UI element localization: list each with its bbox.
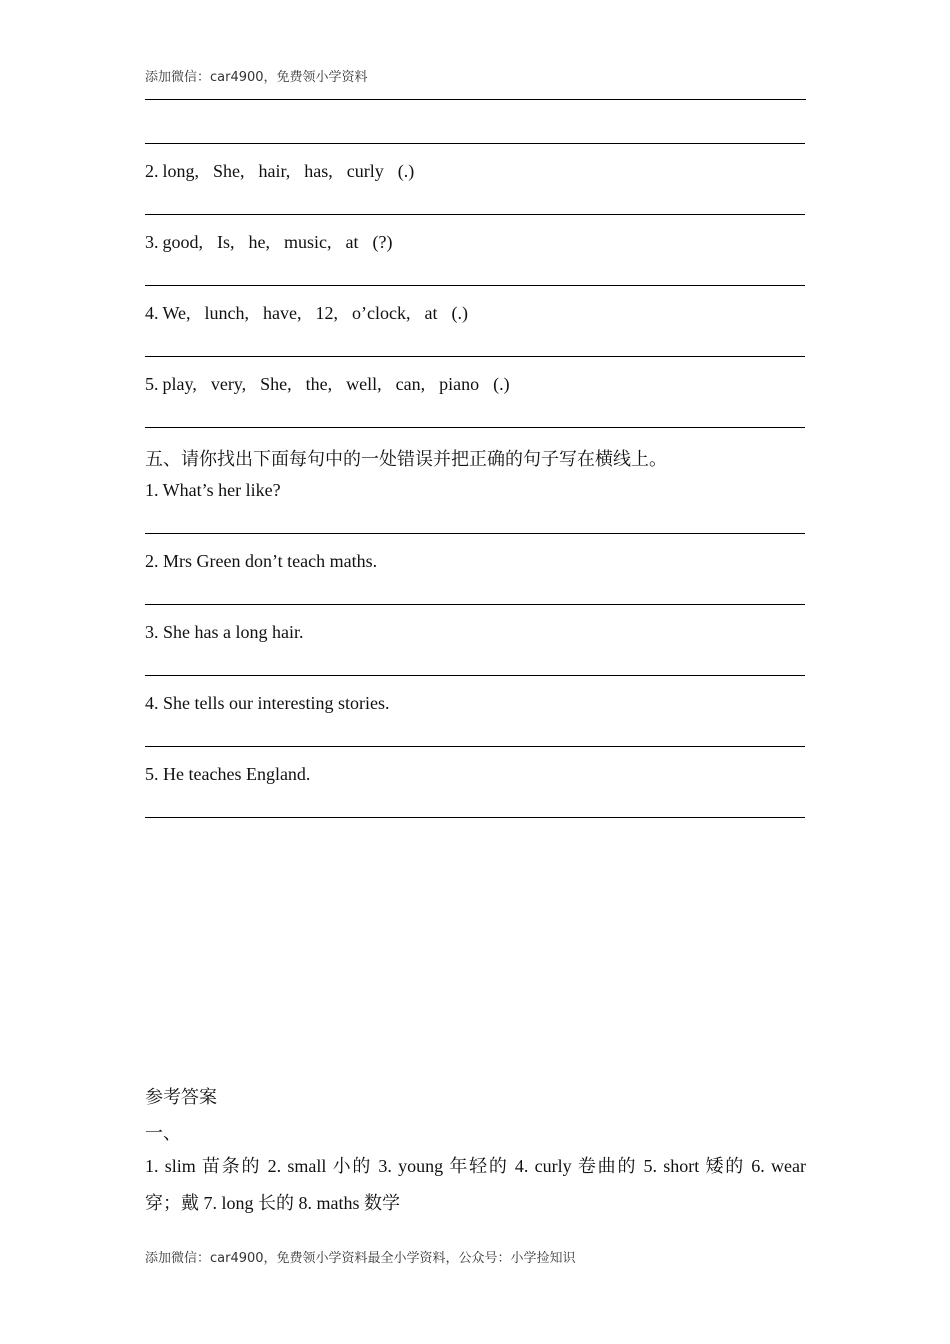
word: play, xyxy=(162,374,197,394)
section5-item-3: 3. She has a long hair. xyxy=(145,622,304,642)
word: at xyxy=(345,232,359,252)
answers-part-label: 一、 xyxy=(145,1123,181,1143)
answer-line xyxy=(145,285,805,286)
word: 12, xyxy=(315,303,339,323)
reorder-item-3 xyxy=(145,232,392,253)
item-number: 4. xyxy=(145,303,159,323)
word: the, xyxy=(305,374,333,394)
answer-line xyxy=(145,746,805,747)
word: good, xyxy=(162,232,203,252)
answer-line xyxy=(145,533,805,534)
item-number: 2. xyxy=(145,161,159,181)
word: music, xyxy=(284,232,332,252)
word: long, xyxy=(162,161,200,181)
page-footer-text: 添加微信：car4900，免费领小学资料最全小学资料，公众号：小学捡知识 xyxy=(145,1251,576,1266)
word: o’clock, xyxy=(352,303,411,323)
word: at xyxy=(424,303,438,323)
word: he, xyxy=(248,232,270,252)
word: can, xyxy=(395,374,426,394)
word: piano xyxy=(439,374,480,394)
word: curly xyxy=(346,161,384,181)
answer-line xyxy=(145,604,805,605)
word: Is, xyxy=(217,232,235,252)
answer-line xyxy=(145,214,805,215)
section5-title: 五、请你找出下面每句中的一处错误并把正确的句子写在横线上。 xyxy=(145,449,667,470)
word: hair, xyxy=(258,161,291,181)
word: well, xyxy=(346,374,382,394)
answer-line xyxy=(145,675,805,676)
answer-line xyxy=(145,817,805,818)
word: have, xyxy=(263,303,302,323)
answer-line xyxy=(145,143,805,144)
word: She, xyxy=(260,374,292,394)
punctuation-hint: (.) xyxy=(451,303,469,323)
section5-item-5: 5. He teaches England. xyxy=(145,764,311,784)
word: has, xyxy=(304,161,333,181)
word: lunch, xyxy=(204,303,250,323)
answer-line xyxy=(145,427,805,428)
item-number: 5. xyxy=(145,374,159,394)
reorder-item-5 xyxy=(145,374,510,395)
item-number: 3. xyxy=(145,232,159,252)
punctuation-hint: (?) xyxy=(372,232,393,252)
punctuation-hint: (.) xyxy=(397,161,415,181)
word: She, xyxy=(213,161,245,181)
answer-line xyxy=(145,356,805,357)
word: very, xyxy=(210,374,247,394)
reorder-item-4 xyxy=(145,303,468,324)
word: We, xyxy=(162,303,191,323)
answers-title: 参考答案 xyxy=(145,1087,217,1107)
header-rule xyxy=(145,99,806,100)
page-header-text: 添加微信：car4900，免费领小学资料 xyxy=(145,70,368,85)
answers-line-1: 1. slim 苗条的 2. small 小的 3. young 年轻的 4. curly 卷曲的 5. short 矮的 6. wear xyxy=(145,1156,806,1176)
section5-item-2: 2. Mrs Green don’t teach maths. xyxy=(145,551,378,571)
section5-item-1: 1. What’s her like? xyxy=(145,480,281,500)
answers-line-2: 穿；戴 7. long 长的 8. maths 数学 xyxy=(145,1193,400,1213)
punctuation-hint: (.) xyxy=(493,374,510,394)
reorder-item-2 xyxy=(145,161,414,182)
section5-item-4: 4. She tells our interesting stories. xyxy=(145,693,390,713)
